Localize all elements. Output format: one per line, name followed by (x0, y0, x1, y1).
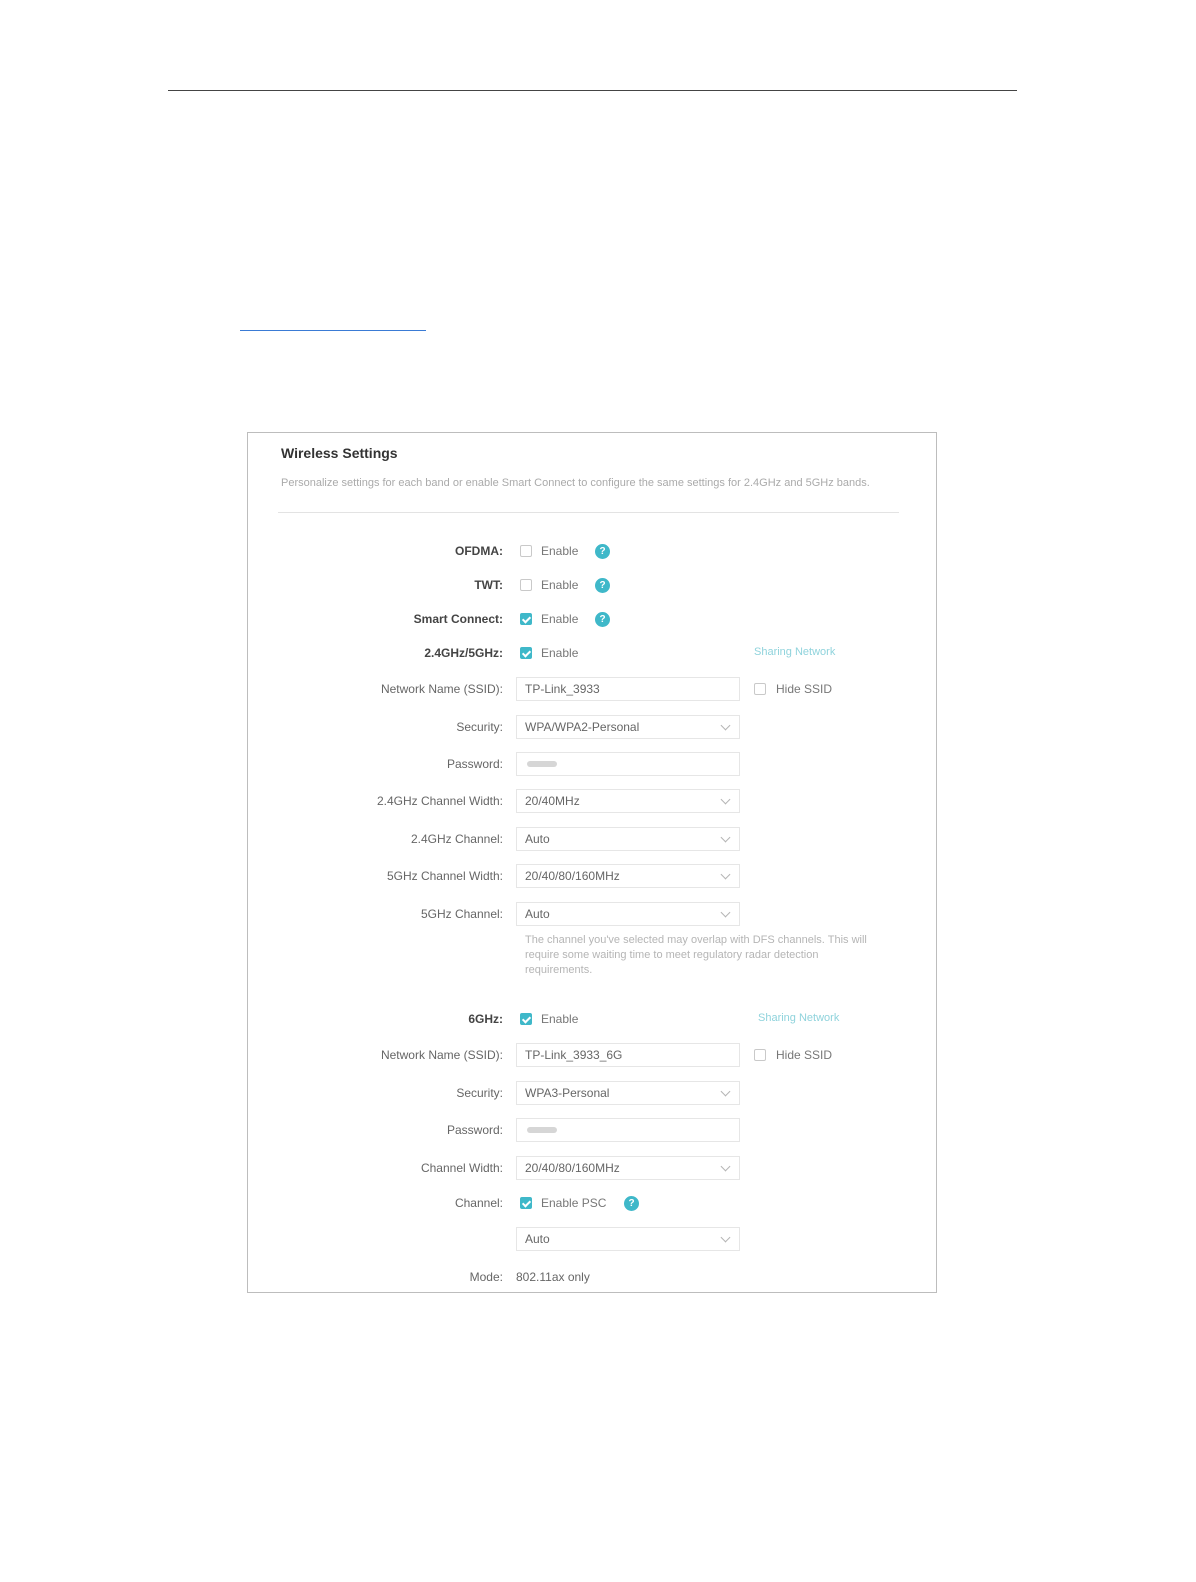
smart-connect-enable-text: Enable (541, 612, 579, 626)
ch24-width-select[interactable] (516, 789, 740, 813)
chevron-down-icon (721, 908, 731, 918)
panel-description: Personalize settings for each band or enable Smart Connect to configure the same settings for 2.4GHz and 5GHz bands. (281, 477, 870, 489)
ch24-label: 2.4GHz Channel: (410, 832, 503, 846)
band-6-width-select[interactable] (516, 1156, 740, 1180)
band-6-channel-label: Channel: (454, 1196, 503, 1210)
dfs-note: The channel you've selected may overlap with DFS channels. This will require some waiting time to meet regulatory radar detection requirements. (525, 934, 867, 976)
band-6-ssid-value: TP-Link_3933_6G (525, 1048, 623, 1062)
chevron-down-icon (721, 1087, 731, 1097)
chevron-down-icon (721, 870, 731, 880)
band-24-5-ssid-input[interactable] (516, 677, 740, 701)
band-24-5-security-select[interactable] (516, 715, 740, 739)
band-6-password-label: Password: (446, 1123, 503, 1137)
band-24-5-checkbox[interactable] (520, 647, 532, 659)
twt-enable-text: Enable (541, 578, 579, 592)
band-24-5-enable-text: Enable (541, 646, 579, 660)
band-6-security-select[interactable] (516, 1081, 740, 1105)
ch5-width-value: 20/40/80/160MHz (525, 869, 620, 883)
ofdma-checkbox[interactable] (520, 545, 532, 557)
band-6-channel-value: Auto (525, 1232, 550, 1246)
band-6-checkbox[interactable] (520, 1013, 532, 1025)
password-mask (527, 761, 557, 767)
wireless-settings-panel (247, 432, 937, 1293)
chevron-down-icon (721, 833, 731, 843)
mode-value: 802.11ax only (516, 1270, 590, 1284)
band-6-ssid-label: Network Name (SSID): (380, 1048, 503, 1062)
band-6-security-label: Security: (456, 1086, 503, 1100)
band-6-hide-ssid-checkbox[interactable] (754, 1049, 766, 1061)
ch24-value: Auto (525, 832, 550, 846)
band-6-hide-ssid-text: Hide SSID (776, 1048, 833, 1062)
psc-checkbox[interactable] (520, 1197, 532, 1209)
band-6-width-label: Channel Width: (420, 1161, 503, 1175)
chevron-down-icon (721, 795, 731, 805)
panel-divider (278, 512, 899, 513)
ofdma-enable-text: Enable (541, 544, 579, 558)
ch24-width-value: 20/40MHz (525, 794, 580, 808)
band-6-security-value: WPA3-Personal (525, 1086, 610, 1100)
ch5-select[interactable] (516, 902, 740, 926)
chevron-down-icon (721, 721, 731, 731)
ch5-value: Auto (525, 907, 550, 921)
band-24-5-label: 2.4GHz/5GHz: (424, 646, 503, 660)
band-24-5-password-input[interactable] (516, 752, 740, 776)
twt-label: TWT: (474, 578, 503, 592)
page-link-underline[interactable] (240, 330, 426, 331)
band-24-5-password-label: Password: (446, 757, 503, 771)
twt-checkbox[interactable] (520, 579, 532, 591)
band-6-sharing-network-link[interactable]: Sharing Network (758, 1012, 840, 1024)
ch5-width-label: 5GHz Channel Width: (386, 869, 503, 883)
band-24-5-hide-ssid-checkbox[interactable] (754, 683, 766, 695)
page-header-rule (168, 90, 1017, 91)
band-6-ssid-input[interactable] (516, 1043, 740, 1067)
ch5-width-select[interactable] (516, 864, 740, 888)
ofdma-label: OFDMA: (455, 544, 503, 558)
band-24-5-hide-ssid-text: Hide SSID (776, 682, 833, 696)
smart-connect-checkbox[interactable] (520, 613, 532, 625)
twt-help-icon[interactable]: ? (595, 578, 610, 593)
band-6-enable-text: Enable (541, 1012, 579, 1026)
panel-title: Wireless Settings (281, 445, 398, 461)
ch5-label: 5GHz Channel: (420, 907, 503, 921)
psc-help-icon[interactable]: ? (624, 1196, 639, 1211)
ofdma-help-icon[interactable]: ? (595, 544, 610, 559)
smart-connect-label: Smart Connect: (413, 612, 503, 626)
ch24-width-label: 2.4GHz Channel Width: (376, 794, 503, 808)
band-24-5-ssid-label: Network Name (SSID): (380, 682, 503, 696)
band-24-5-sharing-network-link[interactable]: Sharing Network (754, 646, 836, 658)
band-6-channel-select[interactable] (516, 1227, 740, 1251)
mode-label: Mode: (469, 1270, 503, 1284)
band-6-password-input[interactable] (516, 1118, 740, 1142)
password-mask (527, 1127, 557, 1133)
band-24-5-security-value: WPA/WPA2-Personal (525, 720, 640, 734)
ch24-select[interactable] (516, 827, 740, 851)
psc-enable-text: Enable PSC (541, 1196, 607, 1210)
band-24-5-security-label: Security: (456, 720, 503, 734)
chevron-down-icon (721, 1162, 731, 1172)
band-24-5-ssid-value: TP-Link_3933 (525, 682, 600, 696)
band-6-width-value: 20/40/80/160MHz (525, 1161, 620, 1175)
smart-connect-help-icon[interactable]: ? (595, 612, 610, 627)
chevron-down-icon (721, 1233, 731, 1243)
band-6-label: 6GHz: (468, 1012, 503, 1026)
